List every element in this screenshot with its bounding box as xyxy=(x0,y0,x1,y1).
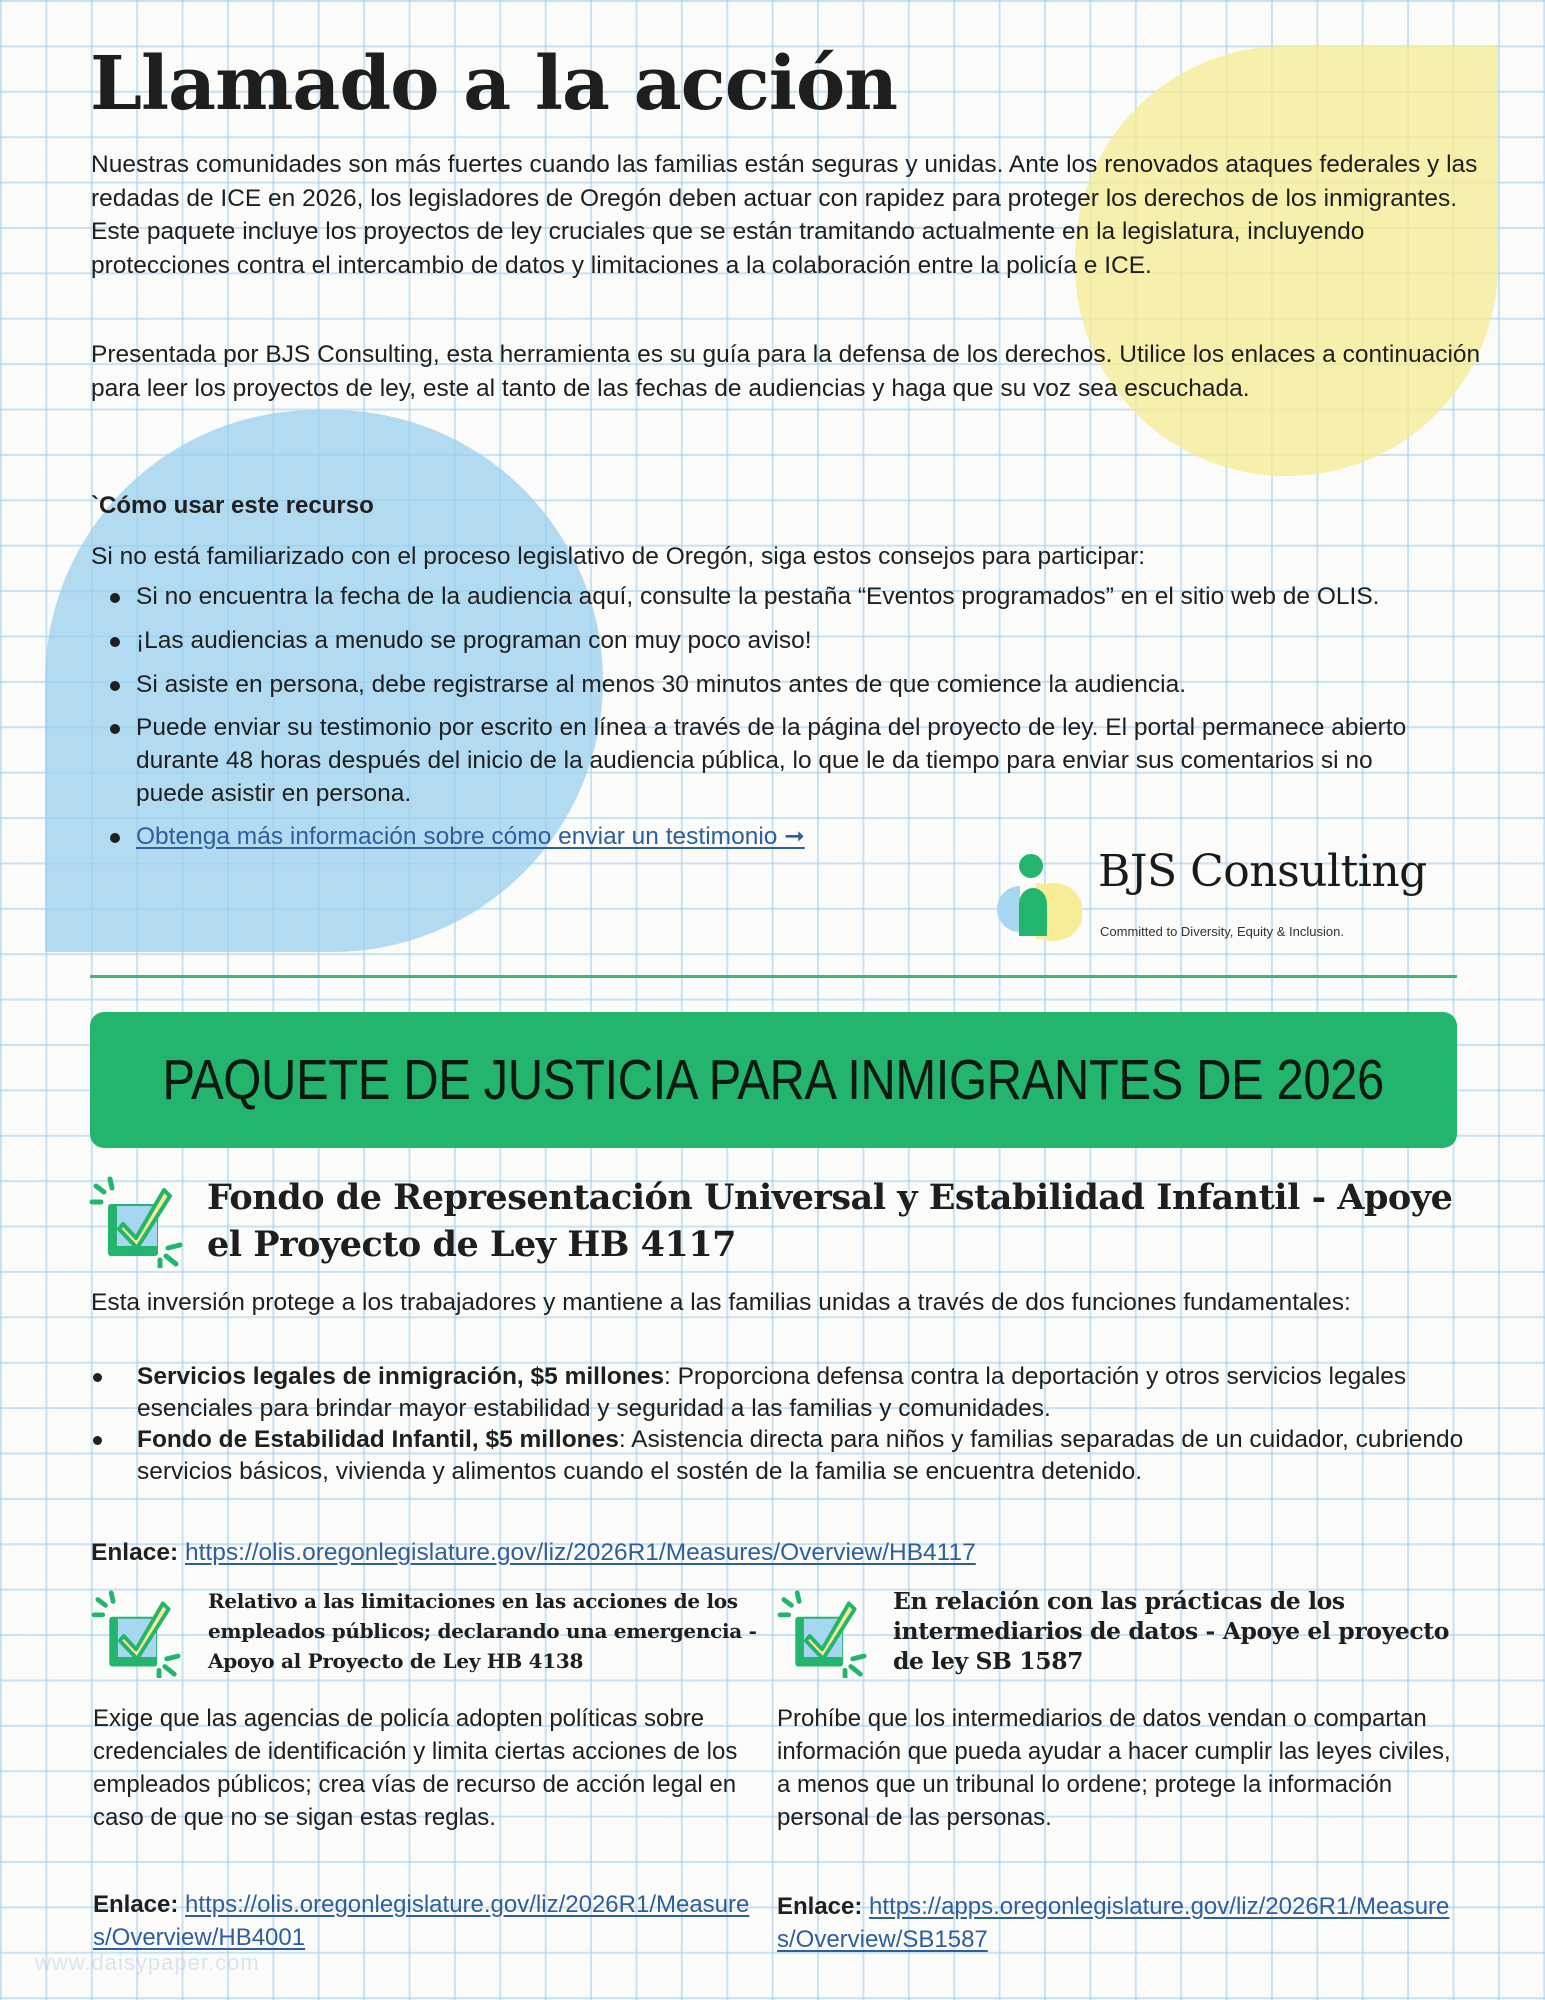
package-banner xyxy=(90,1012,1457,1148)
fund-item xyxy=(91,1424,1471,1487)
tips-list xyxy=(108,580,1438,864)
intro-paragraph: Presentada por BJS Consulting, esta herramienta es su guía para la defensa de los derechos. Utilice los enlaces a continuación para leer los proyectos de ley, este al tanto de las fechas de audiencias y haga que su voz sea escuchada. xyxy=(91,341,1481,402)
bill-intro-hb4117: Esta inversión protege a los trabajadores y mantiene a las familias unidas a través de dos funciones fundamentales: xyxy=(91,1289,1351,1316)
fund-text: : Asistencia directa para niños y familias separadas de un cuidador, cubriendo servicios básicos, vivienda y alimentos cuando el sostén de la familia se encuentra detenido. xyxy=(137,1426,1464,1485)
checkbox-check-icon xyxy=(90,1590,186,1678)
bill-title-hb4138: Relativo a las limitaciones en las acciones de los empleados públicos; declarando una emergencia - Apoyo al Proyecto de Ley HB 4138 xyxy=(208,1589,757,1673)
tip-item: Puede enviar su testimonio por escrito en línea a través de la página del proyecto de ley. El portal permanece abierto durante 48 horas después del inicio de la audiencia pública, lo que le da tiempo para enviar sus comentarios si no puede asistir en persona. xyxy=(108,711,1438,810)
bill-title-hb4117: Fondo de Representación Universal y Estabilidad Infantil - Apoye el Proyecto de Ley HB 4117 xyxy=(207,1177,1453,1265)
bill-link-sb1587[interactable]: https://apps.oregonlegislature.gov/liz/2026R1/Measures/Overview/SB1587 xyxy=(777,1893,1450,1953)
fund-label: Fondo de Estabilidad Infantil, $5 millones xyxy=(137,1426,619,1453)
banner-title: PAQUETE DE JUSTICIA PARA INMIGRANTES DE 2026 xyxy=(162,1048,1385,1112)
bill-title-sb1587: En relación con las prácticas de los intermediarios de datos - Apoye el proyecto de ley SB 1587 xyxy=(893,1587,1450,1675)
bill-text-hb4138: Exige que las agencias de policía adopten políticas sobre credenciales de identificación y limita ciertas acciones de los empleados públicos; crea vías de recurso de acción legal en caso de que no se sigan estas reglas. xyxy=(93,1705,738,1831)
checkbox-check-icon xyxy=(776,1590,872,1678)
bill-link-hb4117[interactable]: https://olis.oregonlegislature.gov/liz/2026R1/Measures/Overview/HB4117 xyxy=(184,1539,976,1566)
tip-item: Si asiste en persona, debe registrarse al menos 30 minutos antes de que comience la audiencia. xyxy=(108,668,1438,702)
bjs-logo-icon xyxy=(992,846,1082,941)
bill-link-row-hb4138 xyxy=(93,1888,753,1954)
tip-item: Si no encuentra la fecha de la audiencia aquí, consulte la pestaña “Eventos programados” en el sitio web de OLIS. xyxy=(108,580,1438,613)
link-label: Enlace: xyxy=(91,1539,179,1566)
how-to-lead: Si no está familiarizado con el proceso legislativo de Oregón, siga estos consejos para participar: xyxy=(91,543,1146,570)
link-label: Enlace: xyxy=(777,1893,863,1920)
how-to-title: `Cómo usar este recurso xyxy=(91,492,374,519)
logo-tagline: Committed to Diversity, Equity & Inclusion. xyxy=(1100,924,1344,939)
page-title: Llamado a la acción xyxy=(90,41,898,127)
bill-link-hb4138[interactable]: https://olis.oregonlegislature.gov/liz/2026R1/Measures/Overview/HB4001 xyxy=(93,1891,750,1951)
intro-paragraph: Nuestras comunidades son más fuertes cuando las familias están seguras y unidas. Ante los renovados ataques federales y las redadas de ICE en 2026, los legisladores de Oregón deben actuar con rapidez para proteger los derechos de los inmigrantes. Este paquete incluye los proyectos de ley cruciales que se están tramitando actualmente en la legislatura, incluyendo protecciones contra el intercambio de datos y limitaciones a la colaboración entre la policía e ICE. xyxy=(91,151,1478,279)
bill-link-row-hb4117 xyxy=(91,1536,1471,1570)
funds-list xyxy=(91,1361,1471,1487)
checkbox-check-icon xyxy=(88,1176,188,1268)
watermark: www.daisypaper.com xyxy=(35,1950,260,1975)
logo-name: BJS Consulting xyxy=(1098,846,1427,897)
link-label: Enlace: xyxy=(93,1891,179,1918)
fund-item xyxy=(91,1361,1471,1424)
bill-link-row-sb1587 xyxy=(777,1890,1467,1956)
section-divider xyxy=(90,975,1457,978)
bill-text-sb1587: Prohíbe que los intermediarios de datos vendan o compartan información que pueda ayudar a hacer cumplir las leyes civiles, a menos que un tribunal lo ordene; protege la información personal de las personas. xyxy=(777,1705,1451,1831)
tip-item: ¡Las audiencias a menudo se programan con muy poco aviso! xyxy=(108,624,1438,658)
bjs-logo xyxy=(992,846,1462,941)
fund-label: Servicios legales de inmigración, $5 millones xyxy=(137,1363,664,1390)
testimony-link[interactable]: Obtenga más información sobre cómo enviar un testimonio ➞ xyxy=(136,823,805,850)
fund-text: : Proporciona defensa contra la deportación y otros servicios legales esenciales para brindar mayor estabilidad y seguridad a las familias y comunidades. xyxy=(137,1363,1407,1422)
